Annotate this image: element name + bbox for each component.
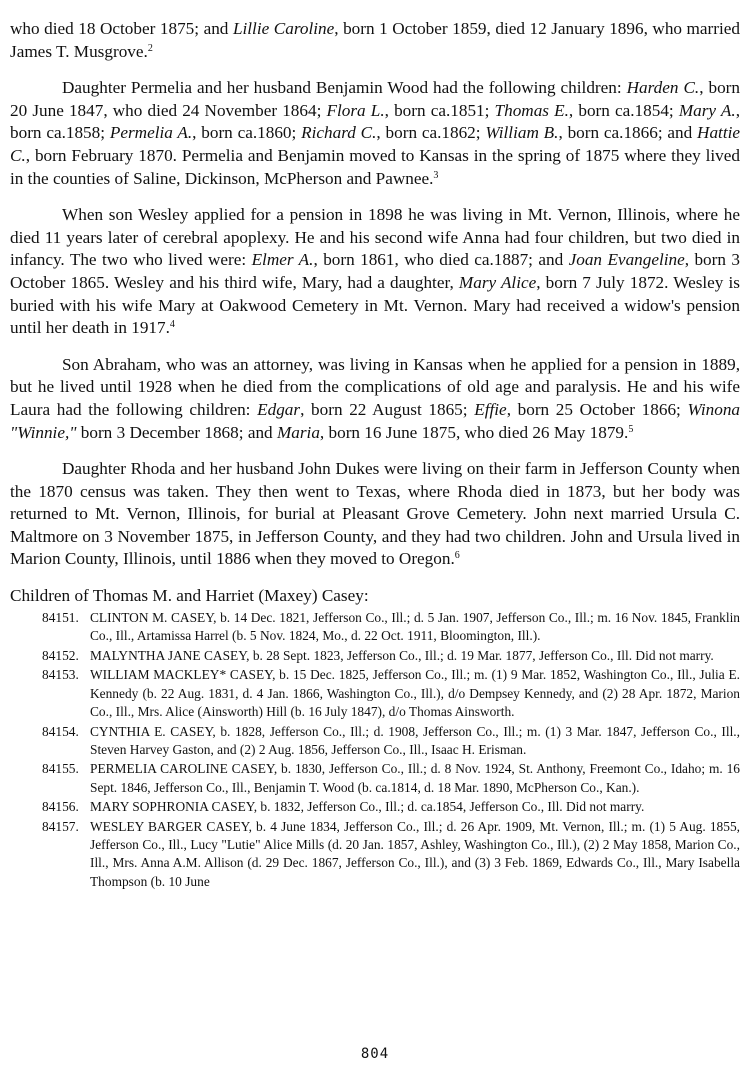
entry-number: 84152. (42, 647, 79, 663)
text-run: , born 16 June 1875, who died 26 May 1879. (319, 422, 629, 442)
footnote-marker: 3 (433, 169, 439, 181)
text-run: , born ca.1851; (384, 100, 495, 120)
italic-name: Effie (474, 399, 507, 419)
text-run: , born ca.1858; (10, 100, 740, 143)
text-run: , born ca.1860; (192, 123, 302, 143)
entry-number: 84151. (42, 610, 79, 626)
entry-text: WESLEY BARGER CASEY, b. 4 June 1834, Jefferson Co., Ill.; d. 26 Apr. 1909, Mt. Vernon, Ill.; m. (1) 5 Aug. 1855, Jefferson Co., Ill., Lucy "Lutie" Alice Mills (d. 20 Jan. 1857, Ashley, Washington Co., Ill.), (2) 2 May 1858, Marion Co., Ill., Mrs. Anna A.M. Allison (d. 29 Dec. 1867, Jefferson Co., Ill.), and (3) 3 Feb. 1869, Edwards Co., Ill., Mary Isabella Thompson (b. 10 June (90, 818, 740, 889)
italic-name: Harden C. (626, 78, 700, 98)
entry-text: MARY SOPHRONIA CASEY, b. 1832, Jefferson Co., Ill.; d. ca.1854, Jefferson Co., Ill. Did not marry. (90, 799, 645, 815)
italic-name: Flora L. (326, 100, 385, 120)
entry-number: 84156. (42, 799, 79, 815)
italic-name: William B. (485, 123, 559, 143)
text-run: When son Wesley applied for a pension in 1898 he was living in Mt. Vernon, Illinois, where he died 11 years later of cerebral apoplexy. He and his second wife Anna had four children, but two died in infancy. The two who lived were: (10, 205, 740, 270)
list-item (10, 798, 740, 816)
entry-text: PERMELIA CAROLINE CASEY, b. 1830, Jefferson Co., Ill.; d. 8 Nov. 1924, St. Anthony, Freemont Co., Idaho; m. 16 Sept. 1846, Jefferson Co., Ill., Benjamin T. Wood (b. ca.1814, d. 18 Mar. 1890, McPherson Co., Kan.). (90, 761, 740, 795)
entry-number: 84155. (42, 761, 79, 777)
paragraph (10, 458, 740, 571)
footnote-marker: 5 (628, 423, 634, 435)
list-item (10, 723, 740, 760)
entry-number: 84153. (42, 667, 79, 683)
list-item (10, 760, 740, 797)
entry-number: 84157. (42, 818, 79, 834)
text-run: , born 1 October 1859, died 12 January 1896, who married James T. Musgrove. (10, 19, 741, 61)
footnote-marker: 4 (169, 319, 175, 331)
paragraph (10, 354, 740, 444)
narrative-text (10, 18, 740, 571)
children-heading: Children of Thomas M. and Harriet (Maxey) Casey: (10, 586, 369, 606)
text-run: , born 22 August 1865; (300, 399, 475, 419)
entry-text: CYNTHIA E. CASEY, b. 1828, Jefferson Co., Ill.; d. 1908, Jefferson Co., Ill.; m. (1) 3 Mar. 1847, Jefferson Co., Ill., Steven Harvey Gaston, and (2) 2 Aug. 1856, Jefferson Co., Ill., Isaac H. Erisman. (90, 723, 740, 757)
italic-name: Joan Evangeline (568, 250, 685, 270)
entry-number: 84154. (42, 723, 79, 739)
text-run: , born 7 July 1872. Wesley is buried with his wife Mary at Oakwood Cemetery in Mt. Vernon. Mary had received a widow's pension until her death in 1917. (10, 272, 740, 338)
italic-name: Permelia A. (109, 123, 193, 143)
text-run: Daughter Rhoda and her husband John Dukes were living on their farm in Jefferson County when the 1870 census was taken. They then went to Texas, where Rhoda died in 1873, but her body was returned to Mt. Vernon, Illinois, for burial at Pleasant Grove Cemetery. John next married Ursula C. Maltmore on 3 November 1875, in Jefferson County, and they had two children. John and Ursula lived in Marion County, Illinois, until 1886 when they moved to Oregon. (10, 459, 740, 569)
text-run: Daughter Permelia and her husband Benjamin Wood had the following children: (62, 78, 627, 98)
document-page (10, 18, 740, 892)
text-run: born 3 December 1868; and (76, 422, 277, 442)
text-run: , born 20 June 1847, who died 24 November 1864; (10, 78, 741, 120)
text-run: , born 1861, who died ca.1887; and (313, 250, 569, 270)
italic-name: Mary A. (678, 100, 736, 120)
entry-text: MALYNTHA JANE CASEY, b. 28 Sept. 1823, Jefferson Co., Ill.; d. 19 Mar. 1877, Jefferson Co., Ill. Did not marry. (90, 647, 714, 663)
text-run: , born ca.1854; (568, 100, 679, 120)
footnote-marker: 2 (147, 42, 153, 54)
paragraph (10, 77, 740, 190)
text-run: , born 3 October 1865. Wesley and his third wife, Mary, had a daughter, (10, 250, 740, 292)
paragraph (10, 18, 740, 63)
italic-name: Maria (276, 422, 320, 442)
italic-name: Elmer A. (251, 250, 314, 270)
list-item (10, 647, 740, 665)
text-run: , born February 1870. Permelia and Benjamin moved to Kansas in the spring of 1875 where they lived in the counties of Saline, Dickinson, McPherson and Pawnee. (10, 145, 740, 188)
italic-name: Richard C. (301, 123, 377, 143)
italic-name: Edgar (257, 399, 301, 419)
entry-text: WILLIAM MACKLEY* CASEY, b. 15 Dec. 1825, Jefferson Co., Ill.; m. (1) 9 Mar. 1852, Washington Co., Ill., Julia E. Kennedy (b. 22 Aug. 1831, d. 4 Jan. 1866, Washington Co., Ill.), d/o Dempsey Kennedy, and (2) 28 Apr. 1872, Marion Co., Ill., Mrs. Alice (Ainsworth) Hill (b. 16 July 1847), d/o Thomas Ainsworth. (90, 667, 740, 720)
list-item (10, 818, 740, 892)
footnote-marker: 6 (454, 550, 460, 562)
paragraph (10, 204, 740, 340)
list-item (10, 609, 740, 646)
italic-name: Winona "Winnie," (10, 399, 741, 442)
entry-text: CLINTON M. CASEY, b. 14 Dec. 1821, Jefferson Co., Ill.; d. 5 Jan. 1907, Jefferson Co., Ill.; m. 16 Nov. 1845, Franklin Co., Ill., Artamissa Harrel (b. 5 Nov. 1824, Mo., d. 22 Oct. 1911, Bloomington, Ill.). (90, 610, 740, 644)
children-list (10, 609, 740, 891)
text-run: who died 18 October 1875; and (10, 19, 233, 38)
italic-name: Lillie Caroline (232, 19, 335, 38)
italic-name: Thomas E. (494, 100, 569, 120)
text-run: Son Abraham, who was an attorney, was living in Kansas when he applied for a pension in 1889, but he lived until 1928 when he died from the complications of old age and paralysis. He and his wife Laura had the following children: (10, 354, 740, 419)
list-item (10, 666, 740, 721)
page-number: 804 (360, 1046, 390, 1062)
italic-name: Hattie C. (10, 123, 741, 165)
text-run: , born ca.1866; and (558, 123, 698, 143)
text-run: , born ca.1862; (376, 123, 486, 143)
italic-name: Mary Alice (458, 272, 537, 292)
text-run: , born 25 October 1866; (506, 399, 688, 419)
